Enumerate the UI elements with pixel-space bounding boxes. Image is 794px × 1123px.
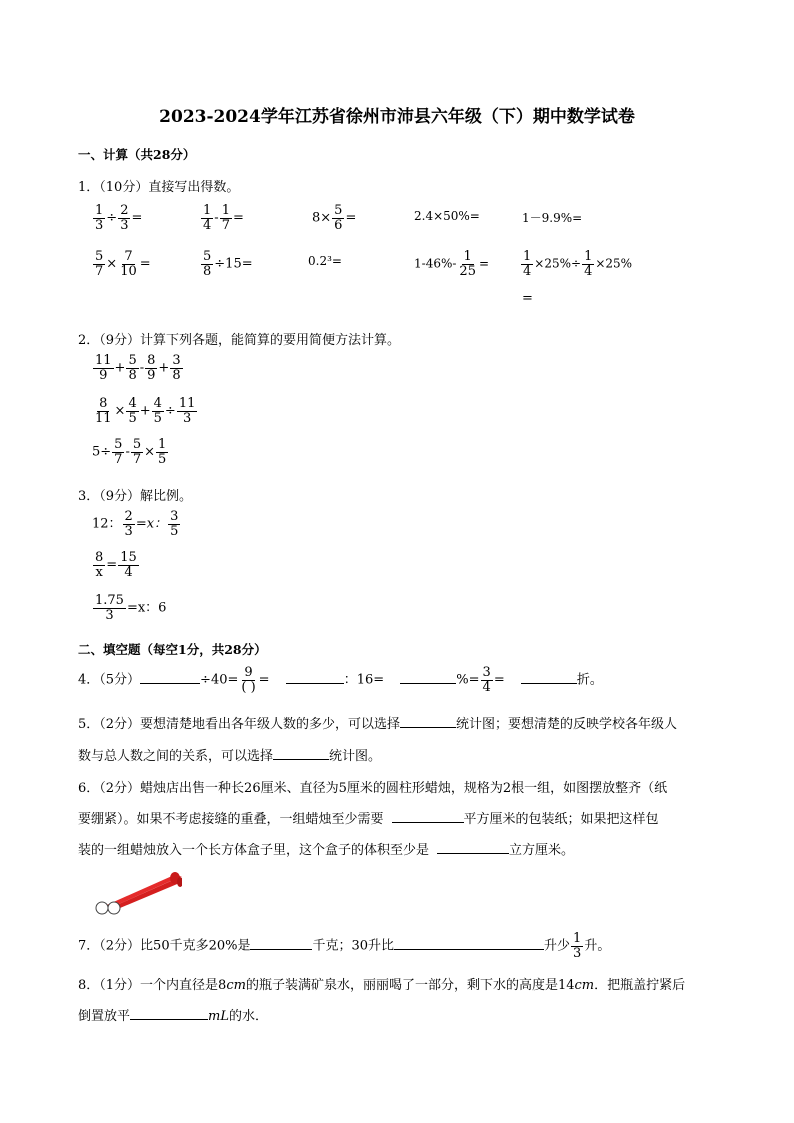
q4-blank-3[interactable] <box>400 671 456 684</box>
q7-line: 7．（2分）比50千克多20%是 千克；30升比 升少 $\frac{1}{3}$ 升。 <box>78 931 611 961</box>
q1-r2-c: 0.2³= <box>308 254 342 268</box>
section-heading-fill: 二、填空题（每空1分，共28分） <box>78 642 267 657</box>
q6-line-2: 要绷紧）。如果不考虑接缝的重叠，一组蜡烛至少需要 平方厘米的包装纸；如果把这样包 <box>78 812 659 827</box>
q1-r2-e: $\frac{1}{4}$ ×25%÷ $\frac{1}{4}$ ×25% <box>523 249 633 279</box>
q3-expr-2: $\frac{8}{x}$ = $\frac{15}{4}$ <box>95 550 137 580</box>
q6-blank-2[interactable] <box>437 841 509 854</box>
q6-line-3: 装的一组蜡烛放入一个长方体盒子里，这个盒子的体积至少是 立方厘米。 <box>78 843 575 858</box>
q3-expr-1: 12： $\frac{2}{3}$ =x： $\frac{3}{5}$ <box>92 509 179 539</box>
q3-stem: 3．（9分）解比例。 <box>78 489 193 504</box>
q2-expr-1: $\frac{11}{9}$ + $\frac{5}{8}$ - $\frac{8}{9}$ + $\frac{3}{8}$ <box>95 353 181 383</box>
q1-r2-a: $\frac{5}{7}$ × $\frac{7}{10}$ = <box>95 249 151 279</box>
candles-illustration <box>92 866 182 918</box>
q7-blank-1[interactable] <box>250 937 312 950</box>
q8-line-1: 8．（1分）一个内直径是8cm的瓶子装满矿泉水，丽丽喝了一部分，剩下水的高度是14cm．把瓶盖拧紧后 <box>78 978 686 993</box>
q3-expr-3: $\frac{1.75}{3}$ =x：6 <box>95 593 167 623</box>
q8-blank-1[interactable] <box>130 1007 208 1020</box>
q1-r1-e: 1－9.9%= <box>522 211 583 225</box>
page-title: 2023-2024学年江苏省徐州市沛县六年级（下）期中数学试卷 <box>159 107 635 127</box>
q5-blank-1[interactable] <box>400 715 456 728</box>
q4-blank-2[interactable] <box>286 671 344 684</box>
q1-r1-d: 2.4×50%= <box>414 209 480 223</box>
q8-line-2: 倒置放平 mL的水． <box>78 1009 268 1024</box>
q6-line-1: 6．（2分）蜡烛店出售一种长26厘米、直径为5厘米的圆柱形蜡烛，规格为2根一组，如图摆放整齐（纸 <box>78 781 668 796</box>
candle-end-2 <box>108 902 120 914</box>
q7-blank-2[interactable] <box>394 937 544 950</box>
q1-stem: 1．（10分）直接写出得数。 <box>78 180 240 195</box>
q2-stem: 2．（9分）计算下列各题，能简算的要用简便方法计算。 <box>78 333 401 348</box>
section-heading-calc: 一、计算（共28分） <box>78 147 196 162</box>
q1-r2-b: $\frac{5}{8}$ ÷15= <box>203 249 253 279</box>
q5-line-2: 数与总人数之间的关系，可以选择 统计图。 <box>78 749 382 764</box>
q6-blank-1[interactable] <box>392 810 464 823</box>
q2-expr-2: $\frac{8}{11}$ × $\frac{4}{5}$ + $\frac{4}{5}$ ÷ $\frac{11}{3}$ <box>95 396 196 426</box>
q1-r1-a: $\frac{1}{3}$ ÷ $\frac{2}{3}$ = <box>95 203 143 233</box>
q2-expr-3: 5÷ $\frac{5}{7}$ - $\frac{5}{7}$ × $\frac{1}{5}$ <box>92 437 167 467</box>
q1-r1-c: 8× $\frac{5}{6}$ = <box>312 203 357 233</box>
candle-end-1 <box>96 902 108 914</box>
q4-line: 4．（5分） ÷40= $\frac{9}{( )}$ = ：16= %= $\frac{3}{4}$ = 折。 <box>78 665 603 695</box>
q5-line-1: 5．（2分）要想清楚地看出各年级人数的多少，可以选择 统计图；要想清楚的反映学校各年级人 <box>78 717 678 732</box>
q1-r1-b: $\frac{1}{4}$ - $\frac{1}{7}$ = <box>203 203 244 233</box>
q4-blank-1[interactable] <box>140 671 200 684</box>
q5-blank-2[interactable] <box>273 747 329 760</box>
q4-blank-4[interactable] <box>521 671 577 684</box>
q1-r2-d: 1-46%- $\frac{1}{25}$ = <box>414 249 490 279</box>
q1-r2-e-equals: = <box>522 291 533 306</box>
